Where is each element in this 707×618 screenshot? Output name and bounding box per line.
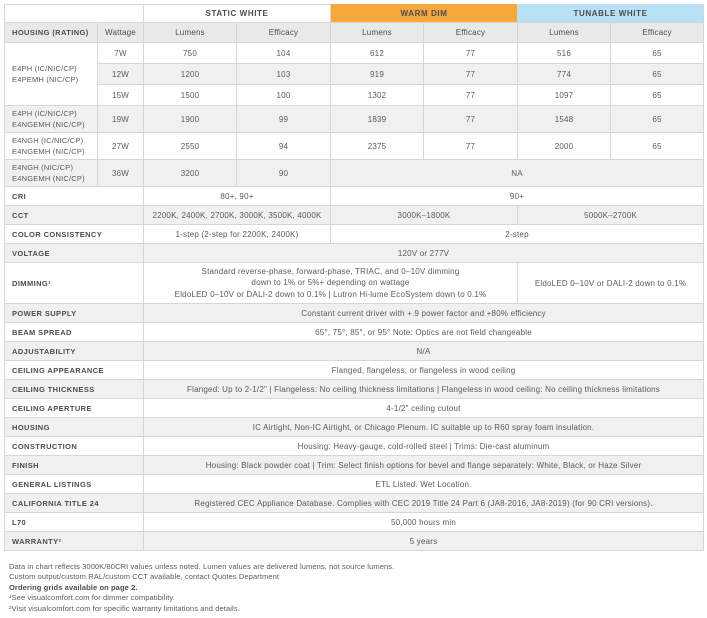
dimming-tunable-value: EldoLED 0–10V or DALI-2 down to 0.1%	[518, 263, 704, 304]
cell-sw-efficacy: 94	[237, 133, 331, 160]
housing-group-e4ngh	[5, 133, 98, 160]
column-header-row	[5, 23, 704, 43]
spec-row-construction	[5, 437, 704, 456]
footnote-custom-output: Custom output/custom RAL/custom CCT available, contact Quotes Department	[9, 572, 280, 582]
column-group-tunable-white: TUNABLE WHITE	[518, 5, 704, 23]
cell-sw-lumens: 1200	[144, 64, 237, 85]
spec-row-adjustability	[5, 342, 704, 361]
cell-wattage: 7W	[98, 43, 144, 64]
cell-sw-efficacy: 99	[237, 106, 331, 133]
spec-label-ceiling-appearance: CEILING APPEARANCE	[5, 361, 144, 380]
cell-tw-lumens: 774	[518, 64, 611, 85]
cell-wd-efficacy: 77	[424, 85, 518, 106]
cell-tw-efficacy: 65	[611, 85, 704, 106]
header-tunable-lumens: Lumens	[518, 23, 611, 43]
spec-label-general-listings: GENERAL LISTINGS	[5, 475, 144, 494]
table-row-36w	[5, 160, 704, 187]
cell-tw-efficacy: 65	[611, 43, 704, 64]
housing-value: IC Airtight, Non-IC Airtight, or Chicago Plenum. IC suitable up to R60 spray foam insulation.	[144, 418, 704, 437]
table-row-19w	[5, 106, 704, 133]
table-row-7w	[5, 43, 704, 64]
cell-wd-lumens: 1839	[331, 106, 424, 133]
cell-tw-efficacy: 65	[611, 133, 704, 160]
cell-sw-efficacy: 104	[237, 43, 331, 64]
housing-line: E4NGEMH (NIC/CP)	[12, 147, 85, 156]
housing-line: E4NGEMH (NIC/CP)	[12, 174, 85, 183]
column-group-warm-dim: WARM DIM	[331, 5, 518, 23]
cell-wd-efficacy: 77	[424, 106, 518, 133]
voltage-value: 120V or 277V	[144, 244, 704, 263]
cell-na: NA	[331, 160, 704, 187]
california-title-24-value: Registered CEC Appliance Database. Complies with CEC 2019 Title 24 Part 6 (JA8-2016, JA8-2019) (for 90 CRI versions).	[144, 494, 704, 513]
ceiling-aperture-value: 4-1/2" ceiling cutout	[144, 399, 704, 418]
power-supply-value: Constant current driver with +.9 power factor and +80% efficiency	[144, 304, 704, 323]
spec-label-housing: HOUSING	[5, 418, 144, 437]
spec-label-beam-spread: BEAM SPREAD	[5, 323, 144, 342]
cell-tw-efficacy: 65	[611, 106, 704, 133]
spec-row-beam-spread	[5, 323, 704, 342]
spec-label-ceiling-thickness: CEILING THICKNESS	[5, 380, 144, 399]
spec-row-ceiling-thickness	[5, 380, 704, 399]
table-row-27w	[5, 133, 704, 160]
spec-label-california-title-24: CALIFORNIA TITLE 24	[5, 494, 144, 513]
header-warm-efficacy: Efficacy	[424, 23, 518, 43]
header-static-lumens: Lumens	[144, 23, 237, 43]
cell-wattage: 12W	[98, 64, 144, 85]
spec-label-adjustability: ADJUSTABILITY	[5, 342, 144, 361]
spec-row-general-listings	[5, 475, 704, 494]
cell-wd-efficacy: 77	[424, 43, 518, 64]
footnote-warranty-details: ²Visit visualcomfort.com for specific warranty limitations and details.	[9, 603, 240, 613]
spec-row-finish	[5, 456, 704, 475]
cell-sw-efficacy: 103	[237, 64, 331, 85]
spec-row-cri	[5, 187, 704, 206]
cell-sw-lumens: 750	[144, 43, 237, 64]
spec-label-voltage: VOLTAGE	[5, 244, 144, 263]
table-row-15w	[5, 85, 704, 106]
spec-row-voltage	[5, 244, 704, 263]
ceiling-appearance-value: Flanged, flangeless, or flangeless in wood ceiling	[144, 361, 704, 380]
adjustability-value: N/A	[144, 342, 704, 361]
spec-label-color-consistency: COLOR CONSISTENCY	[5, 225, 144, 244]
spec-row-color-consistency	[5, 225, 704, 244]
cell-tw-efficacy: 65	[611, 64, 704, 85]
cell-tw-lumens: 1097	[518, 85, 611, 106]
cell-wd-efficacy: 77	[424, 133, 518, 160]
cri-other-value: 90+	[331, 187, 704, 206]
spec-label-l70: L70	[5, 513, 144, 532]
dimming-line-1: Standard reverse-phase, forward-phase, TRIAC, and 0–10V dimming	[201, 266, 460, 276]
cell-wattage: 36W	[98, 160, 144, 187]
construction-value: Housing: Heavy-gauge, cold-rolled steel | Trims: Die-cast aluminum	[144, 437, 704, 456]
cell-wd-lumens: 919	[331, 64, 424, 85]
cct-warm-value: 3000K–1800K	[331, 206, 518, 225]
spec-label-ceiling-aperture: CEILING APERTURE	[5, 399, 144, 418]
housing-group-e4ngh-nic	[5, 160, 98, 187]
footnotes	[4, 562, 703, 614]
cell-sw-lumens: 2550	[144, 133, 237, 160]
cell-wattage: 15W	[98, 85, 144, 106]
cell-sw-efficacy: 90	[237, 160, 331, 187]
cell-sw-efficacy: 100	[237, 85, 331, 106]
header-static-efficacy: Efficacy	[237, 23, 331, 43]
cell-tw-lumens: 516	[518, 43, 611, 64]
cell-sw-lumens: 1900	[144, 106, 237, 133]
housing-line: E4NGH (NIC/CP)	[12, 163, 74, 172]
spec-label-warranty: WARRANTY²	[5, 532, 144, 551]
cri-static-value: 80+, 90+	[144, 187, 331, 206]
cell-wd-efficacy: 77	[424, 64, 518, 85]
cell-tw-lumens: 2000	[518, 133, 611, 160]
housing-line: E4NGH (IC/NIC/CP)	[12, 136, 84, 145]
spec-row-california-title-24	[5, 494, 704, 513]
spec-label-dimming: DIMMING¹	[5, 263, 144, 304]
warranty-value: 5 years	[144, 532, 704, 551]
spec-row-power-supply	[5, 304, 704, 323]
cell-wattage: 27W	[98, 133, 144, 160]
spec-row-dimming	[5, 263, 704, 304]
spec-label-construction: CONSTRUCTION	[5, 437, 144, 456]
cell-wattage: 19W	[98, 106, 144, 133]
header-tunable-efficacy: Efficacy	[611, 23, 704, 43]
color-consistency-other-value: 2-step	[331, 225, 704, 244]
spec-row-l70	[5, 513, 704, 532]
cell-wd-lumens: 612	[331, 43, 424, 64]
spec-row-warranty	[5, 532, 704, 551]
spec-label-cri: CRI	[5, 187, 144, 206]
housing-group-e4ph	[5, 43, 98, 106]
cell-wd-lumens: 1302	[331, 85, 424, 106]
spec-table	[4, 4, 704, 551]
cell-tw-lumens: 1548	[518, 106, 611, 133]
cell-sw-lumens: 3200	[144, 160, 237, 187]
header-housing-rating: HOUSING (RATING)	[5, 23, 98, 43]
spec-row-ceiling-aperture	[5, 399, 704, 418]
footnote-ordering-grids: Ordering grids available on page 2.	[9, 582, 138, 592]
blank-corner-cell	[5, 5, 144, 23]
spec-label-cct: CCT	[5, 206, 144, 225]
footnote-dimmer-compatibility: ¹See visualcomfort.com for dimmer compatibility.	[9, 593, 175, 603]
color-consistency-static-value: 1-step (2-step for 2200K, 2400K)	[144, 225, 331, 244]
ceiling-thickness-value: Flanged: Up to 2-1/2" | Flangeless: No ceiling thickness limitations | Flangeless in wood ceiling: No ceiling thickness limitations	[144, 380, 704, 399]
spec-label-finish: FINISH	[5, 456, 144, 475]
general-listings-value: ETL Listed. Wet Location.	[144, 475, 704, 494]
dimming-standard-value	[144, 263, 518, 304]
housing-group-e4ph-e4ngemh	[5, 106, 98, 133]
finish-value: Housing: Black powder coat | Trim: Select finish options for bevel and flange separately: White, Black, or Haze Silver	[144, 456, 704, 475]
cell-wd-lumens: 2375	[331, 133, 424, 160]
housing-line: E4PEMH (NIC/CP)	[12, 75, 79, 84]
footnote-data-disclaimer: Data in chart reflects 3000K/80CRI values unless noted. Lumen values are delivered lumens, not source lumens.	[9, 562, 395, 571]
housing-line: E4PH (IC/NIC/CP)	[12, 64, 77, 73]
spec-row-ceiling-appearance	[5, 361, 704, 380]
column-group-static-white: STATIC WHITE	[144, 5, 331, 23]
cct-tunable-value: 5000K–2700K	[518, 206, 704, 225]
header-warm-lumens: Lumens	[331, 23, 424, 43]
beam-spread-value: 65°, 75°, 85°, or 95° Note: Optics are not field changeable	[144, 323, 704, 342]
table-row-12w	[5, 64, 704, 85]
cct-static-value: 2200K, 2400K, 2700K, 3000K, 3500K, 4000K	[144, 206, 331, 225]
spec-row-cct	[5, 206, 704, 225]
spec-row-housing	[5, 418, 704, 437]
spec-label-power-supply: POWER SUPPLY	[5, 304, 144, 323]
dimming-line-2: down to 1% or 5%+ depending on wattage	[251, 278, 410, 288]
cell-sw-lumens: 1500	[144, 85, 237, 106]
header-wattage: Wattage	[98, 23, 144, 43]
column-group-row	[5, 5, 704, 23]
housing-line: E4PH (IC/NIC/CP)	[12, 109, 77, 118]
l70-value: 50,000 hours min	[144, 513, 704, 532]
housing-line: E4NGEMH (NIC/CP)	[12, 120, 85, 129]
dimming-line-3: EldoLED 0–10V or DALI-2 down to 0.1% | Lutron Hi-lume EcoSystem down to 0.1%	[174, 289, 487, 299]
